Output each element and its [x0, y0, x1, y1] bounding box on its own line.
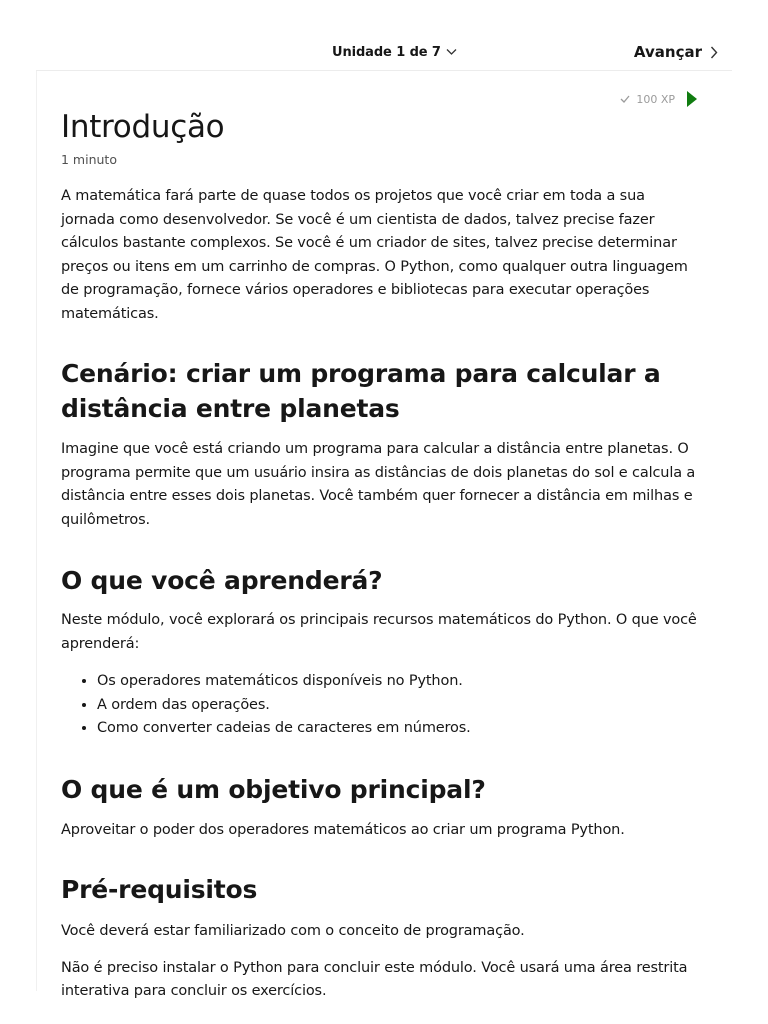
top-nav-bar [36, 0, 732, 71]
check-icon [620, 95, 630, 103]
article-body [61, 107, 701, 1004]
chevron-down-icon [446, 48, 457, 56]
page-title: Introdução [61, 109, 225, 145]
learn-list [61, 670, 701, 741]
xp-indicator [620, 91, 697, 107]
objective-paragraph: Aproveitar o poder dos operadores matemáticos ao criar um programa Python. [61, 821, 625, 838]
next-unit-button[interactable] [634, 41, 718, 63]
next-unit-label: Avançar [633, 43, 702, 61]
list-item: • Como converter cadeias de caracteres em números. [97, 717, 701, 741]
duration-label: 1 minuto [61, 152, 117, 167]
learn-heading: O que você aprenderá? [61, 566, 383, 595]
intro-paragraph: A matemática fará parte de quase todos os projetos que você criar em toda a sua jornada como desenvolvedor. Se você é um cientista de dados, talvez precise fazer cálculos bastante complexos. Se você é um criador de sites, talvez precise determinar preços ou itens em um carrinho de compras. O Python, como qualquer outra linguagem de programação, fornece vários operadores e bibliotecas para executar operações matemáticas. [61, 188, 688, 322]
learn-paragraph: Neste módulo, você explorará os principais recursos matemáticos do Python. O que você aprenderá: [61, 612, 697, 652]
scenario-paragraph: Imagine que você está criando um programa para calcular a distância entre planetas. O programa permite que um usuário insira as distâncias de dois planetas do sol e calcula a distância entre esses dois planetas. Você também quer fornecer a distância em milhas e quilômetros. [61, 441, 696, 528]
prereq-paragraph-2: Não é preciso instalar o Python para concluir este módulo. Você usará uma área restrita interativa para concluir os exercícios. [61, 959, 688, 999]
prereq-paragraph-1: Você deverá estar familiarizado com o conceito de programação. [61, 923, 525, 939]
list-item: • Os operadores matemáticos disponíveis no Python. [97, 670, 701, 694]
xp-label: 100 XP [636, 92, 675, 106]
unit-selector-dropdown[interactable] [332, 42, 457, 62]
objective-heading: O que é um objetivo principal? [61, 774, 486, 804]
prereq-heading: Pré-requisitos [61, 875, 258, 904]
chevron-right-icon [710, 46, 718, 59]
list-item: • A ordem das operações. [97, 694, 701, 718]
unit-content [36, 71, 733, 999]
play-icon [687, 91, 697, 107]
unit-selector-label: Unidade 1 de 7 [332, 44, 441, 60]
scenario-heading: Cenário: criar um programa para calcular a distância entre planetas [61, 359, 661, 423]
